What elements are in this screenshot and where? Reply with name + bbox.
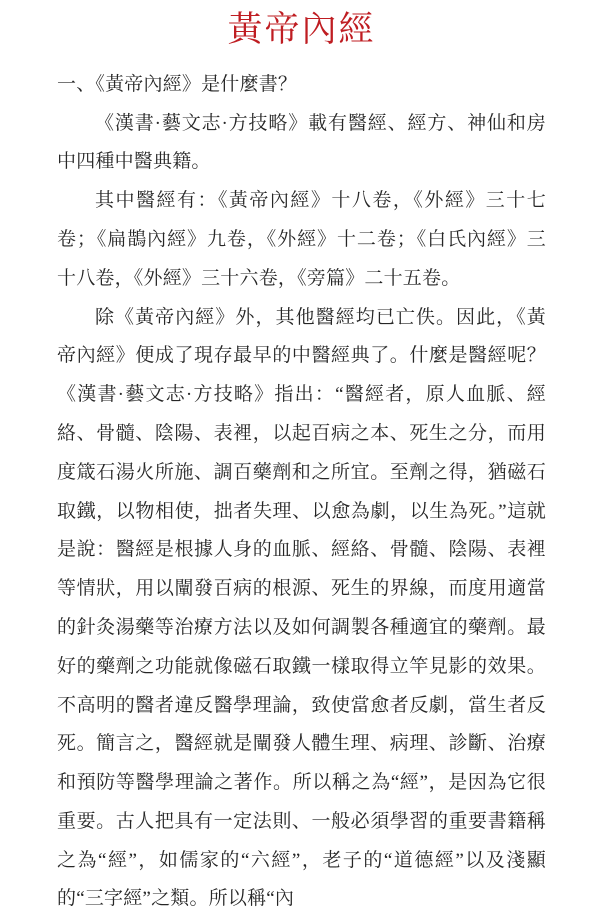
paragraph: 《漢書·藝文志·方技略》載有醫經、經方、神仙和房中四種中醫典籍。: [57, 112, 546, 173]
paragraph: 除《黃帝內經》外，其他醫經均已亡佚。因此，《黃帝內經》便成了現存最早的中醫經典了。什麼是醫經呢？《漢書·藝文志·方技略》指出：“醫經者，原人血脈、經絡、骨髓、陰陽、表裡，以起百病之本、死生之分，而用度箴石湯火所施、調百藥劑和之所宜。至劑之得，猶磁石取鐵，以物相使，拙者失理、以愈為劇，以生為死。”這就是說：醫經是根據人身的血脈、經絡、骨髓、陰陽、表裡等情狀，用以闡發百病的根源、死生的界線，而度用適當的針灸湯藥等治療方法以及如何調製各種適宜的藥劑。最好的藥劑之功能就像磁石取鐵一樣取得立竿見影的效果。不高明的醫者違反醫學理論，致使當愈者反劇，當生者反死。簡言之，醫經就是闡發人體生理、病理、診斷、治療和預防等醫學理論之著作。所以稱之為“經”，是因為它很重要。古人把具有一定法則、一般必須學習的重要書籍稱之為“經”，如儒家的“六經”，老子的“道德經”以及淺顯的“三字經”之類。所以稱“內: [57, 306, 546, 910]
section-heading: 一、《黃帝內經》是什麼書？: [57, 73, 298, 95]
document-title: 黃帝內經: [227, 10, 376, 49]
paragraph: 其中醫經有：《黃帝內經》十八卷，《外經》三十七卷；《扁鵲內經》九卷，《外經》十二卷；《白氏內經》三十八卷，《外經》三十六卷，《旁篇》二十五卷。: [57, 190, 546, 289]
document-body: [57, 66, 546, 919]
